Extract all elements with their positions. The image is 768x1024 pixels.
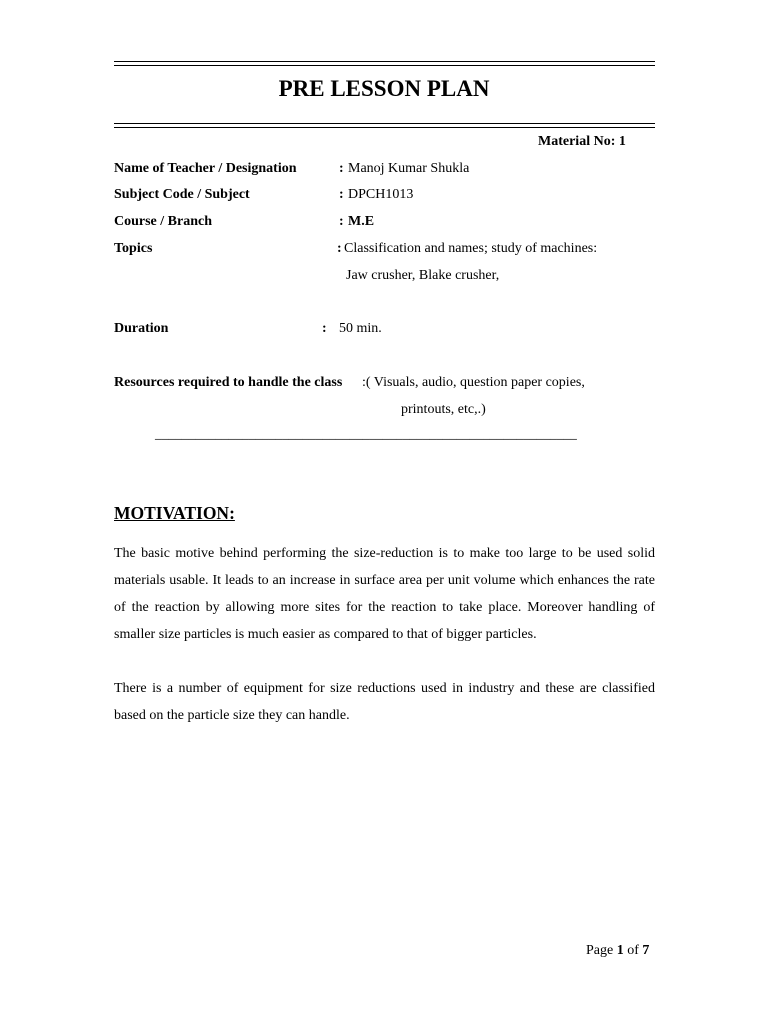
- motivation-paragraph-1: The basic motive behind performing the size-reduction is to make too large to be used solid materials usable. It leads to an increase in surface area per unit volume which enhances the rate of the reaction by allowing more sites for the reaction to take place. Moreover handling of smaller size particles is much easier as compared to that of bigger particles.: [114, 546, 655, 642]
- course-colon: :: [339, 214, 344, 229]
- motivation-paragraph-2: There is a number of equipment for size reductions used in industry and these are classified based on the particle size they can handle.: [114, 681, 655, 723]
- subject-colon: :: [339, 187, 344, 202]
- course-value: M.E: [348, 214, 375, 229]
- duration-label: Duration: [114, 321, 169, 336]
- subject-value: DPCH1013: [348, 187, 414, 202]
- current-page-number: 1: [616, 943, 624, 958]
- page-footer: [586, 943, 649, 959]
- title-rule-1: [114, 123, 655, 124]
- resources-value-line2: printouts, etc,.): [401, 402, 486, 417]
- top-rule-1: [114, 61, 655, 62]
- duration-value: 50 min.: [339, 321, 382, 336]
- topics-colon: :: [337, 241, 342, 256]
- resources-label: Resources required to handle the class: [114, 375, 343, 390]
- page-word: Page: [586, 943, 614, 958]
- teacher-value: Manoj Kumar Shukla: [348, 161, 470, 176]
- separator-line: _______________________________________________________________: [155, 426, 577, 441]
- material-number: Material No: 1: [538, 134, 626, 149]
- teacher-label: Name of Teacher / Designation: [114, 161, 297, 176]
- of-word: of: [627, 943, 639, 958]
- topics-value-line2: Jaw crusher, Blake crusher,: [346, 268, 500, 283]
- duration-colon: :: [322, 321, 327, 336]
- teacher-colon: :: [339, 161, 344, 176]
- top-rule-2: [114, 65, 655, 66]
- page-title: PRE LESSON PLAN: [278, 76, 490, 101]
- topics-label: Topics: [114, 241, 153, 256]
- title-rule-2: [114, 127, 655, 128]
- subject-label: Subject Code / Subject: [114, 187, 250, 202]
- topics-value-line1: Classification and names; study of machines:: [344, 241, 598, 256]
- course-label: Course / Branch: [114, 214, 212, 229]
- motivation-heading: MOTIVATION:: [114, 503, 235, 523]
- total-pages-number: 7: [642, 943, 650, 958]
- resources-value-line1: :( Visuals, audio, question paper copies,: [362, 375, 585, 390]
